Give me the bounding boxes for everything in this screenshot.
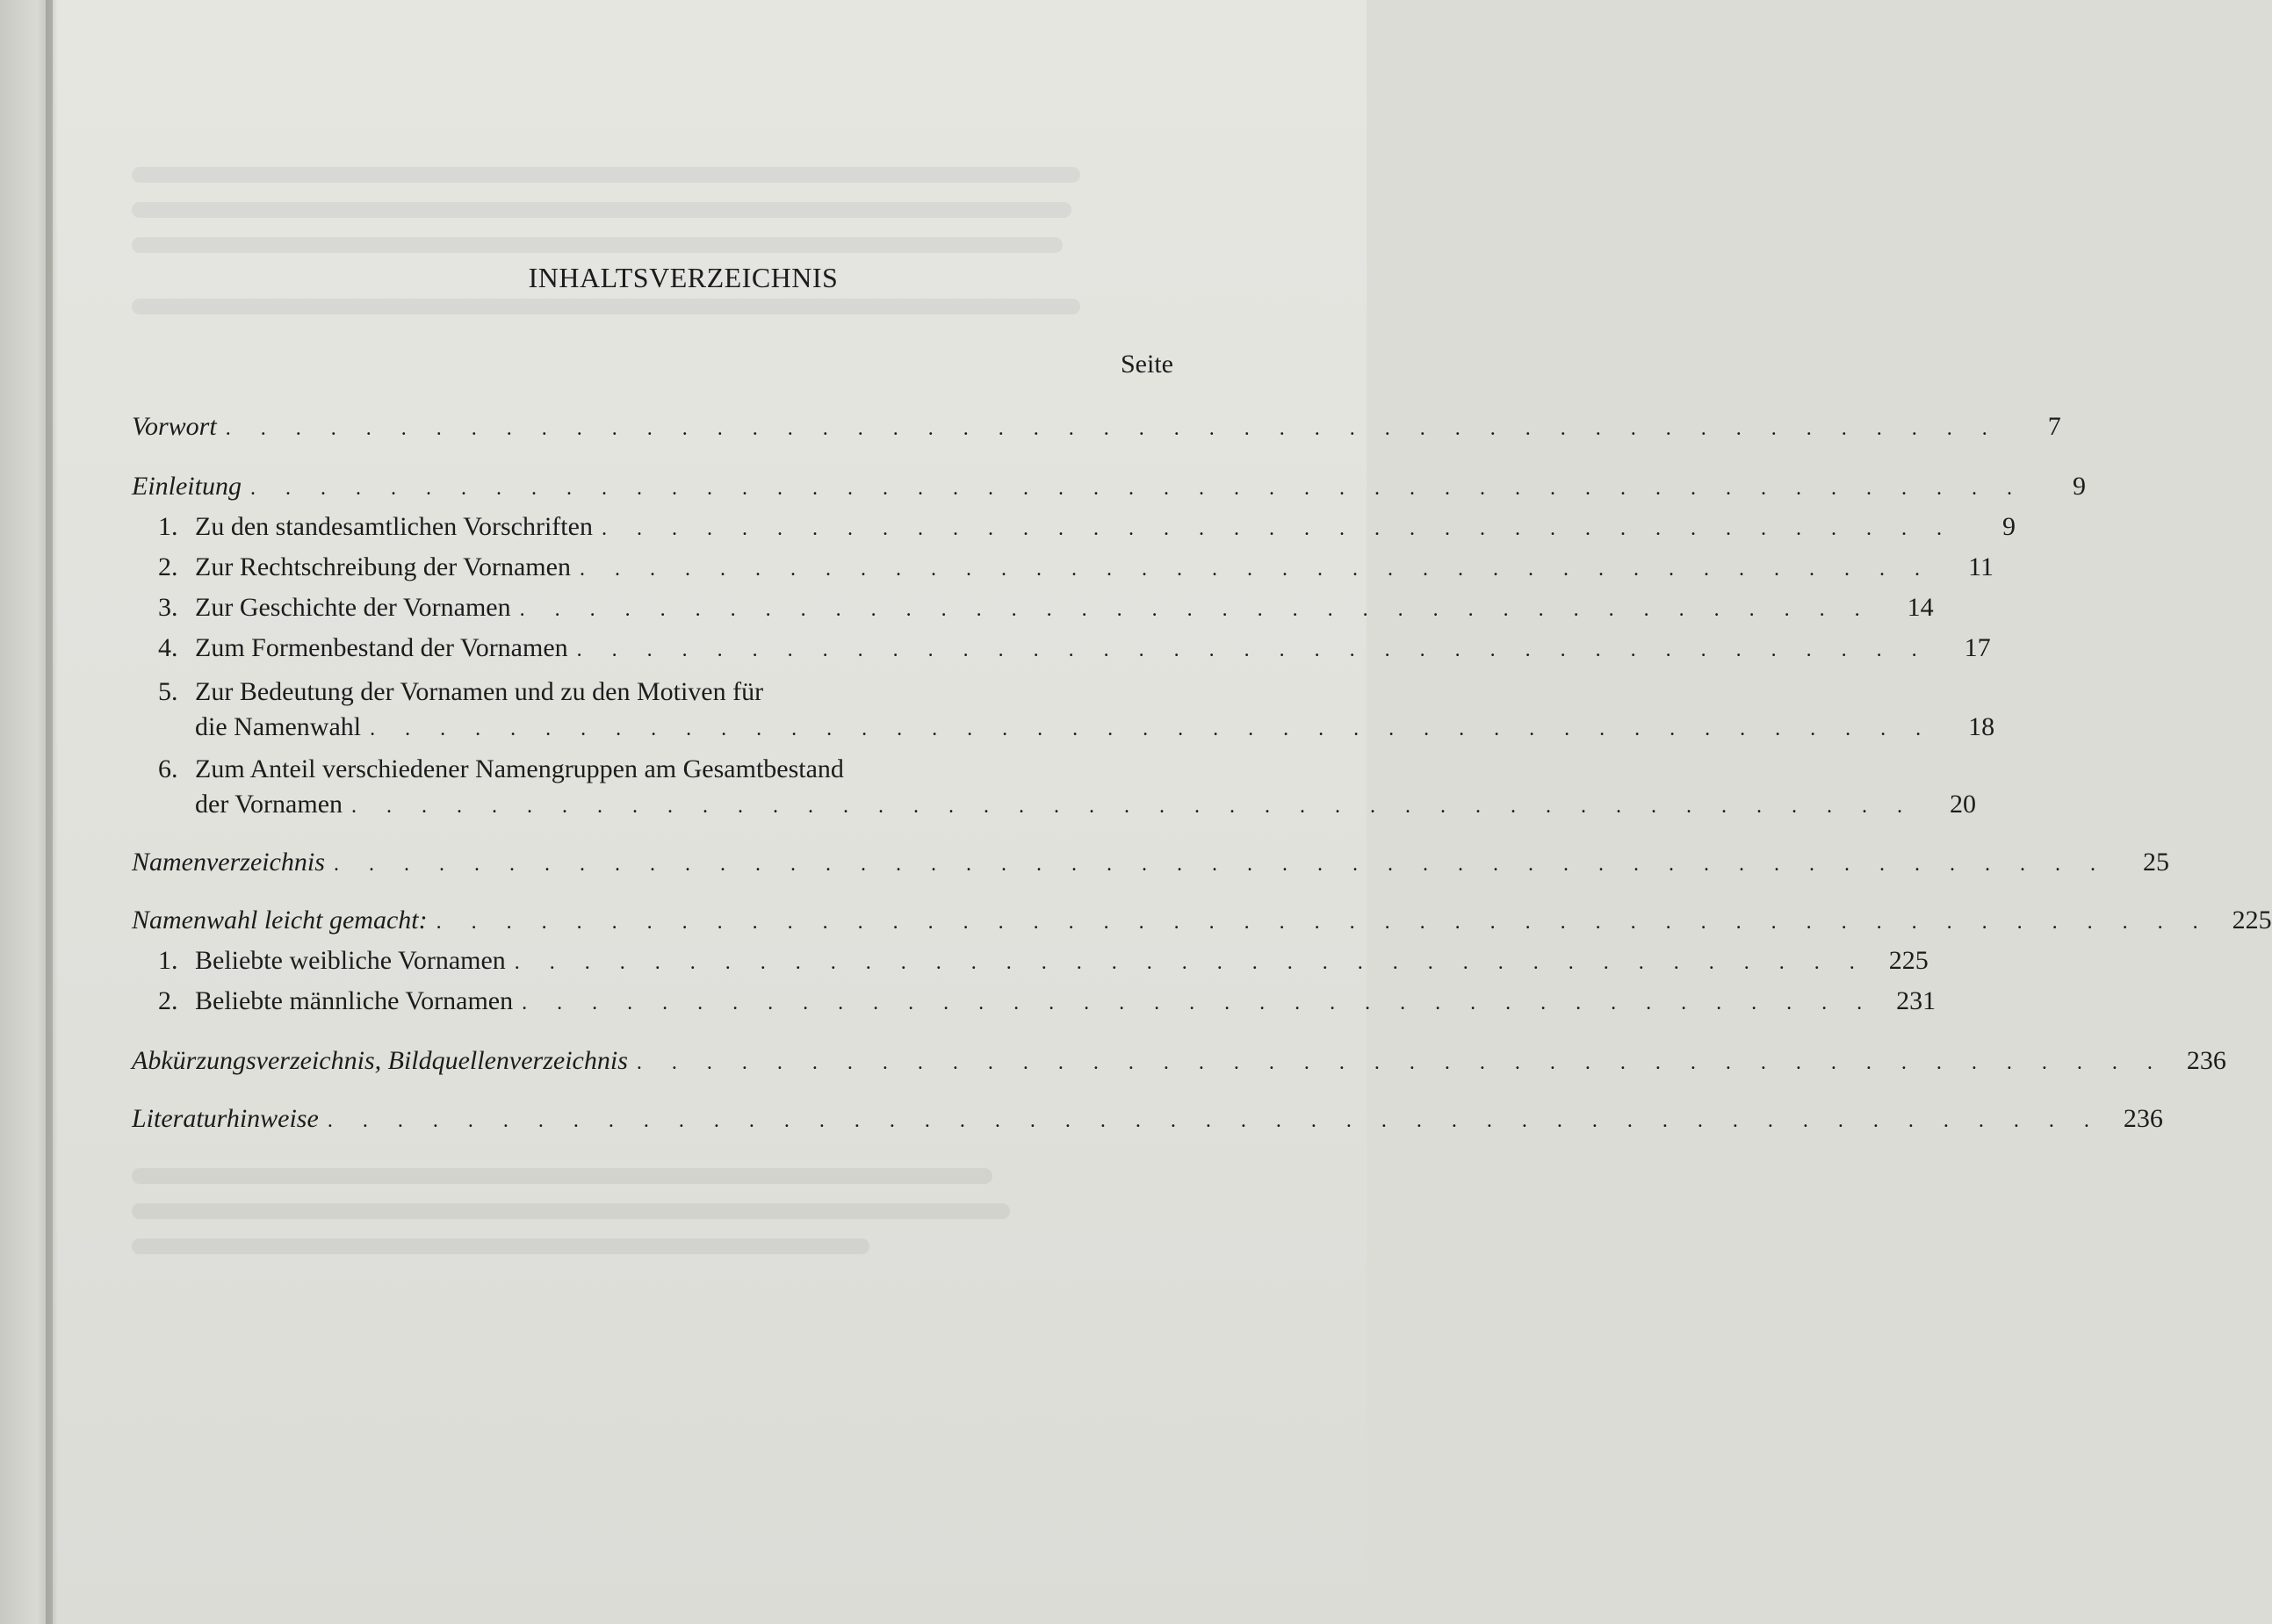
toc-entry-page: 236 <box>2186 1046 2226 1075</box>
toc-entry-label: Einleitung <box>132 472 242 501</box>
toc-subentry <box>158 590 1934 627</box>
toc-subentry <box>158 509 2016 546</box>
toc-subentry-page: 14 <box>1907 593 1934 622</box>
show-through-text <box>132 167 1080 183</box>
toc-entry-label: Vorwort <box>132 412 217 441</box>
toc-subentry-label: Zu den standesamtlichen Vorschriften <box>195 512 593 541</box>
show-through-text <box>132 1203 1010 1219</box>
toc-subentry-page: 20 <box>1950 790 1977 819</box>
toc-subentry-number: 3. <box>158 593 178 622</box>
toc-subentry <box>195 787 1977 824</box>
leader-dots: . . . . . . . . . . . . . . . . . . . . . . . . . . . . . . . . . . . . . . . <box>601 517 1954 540</box>
toc-entry-page: 225 <box>2232 906 2272 935</box>
leader-dots: . . . . . . . . . . . . . . . . . . . . . . . . . . . . . . . . . . . . . . . <box>514 951 1867 974</box>
toc-subentry <box>158 943 1929 980</box>
toc-entry-page: 25 <box>2142 848 2169 877</box>
toc-entry-label: Namenwahl leicht gemacht: <box>132 906 428 935</box>
toc-entry-vorwort <box>132 409 2061 446</box>
toc-subentry-page: 18 <box>1968 712 1995 741</box>
toc-subentry-label-line1: Zur Bedeutung der Vornamen und zu den Motiven für <box>195 677 764 706</box>
toc-subentry-number: 2. <box>158 552 178 581</box>
toc-entry-einleitung <box>132 469 2086 506</box>
toc-entry-label: Literaturhinweise <box>132 1104 319 1133</box>
leader-dots: . . . . . . . . . . . . . . . . . . . . . . . . . . . . . . . . . . . . . . . . . . . . . . . . . . . <box>333 853 2108 876</box>
toc-entry-abkuerzungsverzeichnis <box>132 1043 2226 1080</box>
toc-subentry-label: Beliebte weibliche Vornamen <box>195 946 506 975</box>
leader-dots: . . . . . . . . . . . . . . . . . . . . . . . . . . . . . . . . . . . . . . . . . . . . . . . . . . . <box>436 911 2211 934</box>
leader-dots: . . . . . . . . . . . . . . . . . . . . . . . . . . . . . . . . . . . . . . . <box>522 992 1875 1014</box>
show-through-text <box>132 1168 992 1184</box>
toc-entry-literaturhinweise <box>132 1101 2163 1138</box>
leader-dots: . . . . . . . . . . . . . . . . . . . . . . . . . . . . . . . . . . . . . . . . . . . . . . . . . . . <box>327 1109 2102 1132</box>
toc-subentry-label: Zum Formenbestand der Vornamen <box>195 633 568 662</box>
toc-subentry-number: 5. <box>158 677 178 706</box>
toc-entry-namenverzeichnis <box>132 845 2169 882</box>
toc-subentry-label-line2: der Vornamen <box>195 790 343 819</box>
toc-subentry-page: 17 <box>1964 633 1991 662</box>
leader-dots: . . . . . . . . . . . . . . . . . . . . . . . . . . . . . . . . . . . . . . . <box>576 639 1929 661</box>
toc-subentry <box>158 631 1991 668</box>
toc-title: INHALTSVERZEICHNIS <box>528 262 839 293</box>
leader-dots: . . . . . . . . . . . . . . . . . . . . . . . . . . . . . . . . . . . . . . . . . . . . . . . . . . . <box>225 417 2000 440</box>
leader-dots: . . . . . . . . . . . . . . . . . . . . . . . . . . . . . . . . . . . . . . . . . . . . . <box>370 718 1934 740</box>
show-through-text <box>132 202 1071 218</box>
toc-subentry-number: 2. <box>158 986 178 1015</box>
toc-entry-label: Namenverzeichnis <box>132 848 325 877</box>
toc-subentry-number: 1. <box>158 946 178 975</box>
toc-subentry-label: Zur Rechtschreibung der Vornamen <box>195 552 571 581</box>
toc-subentry <box>158 984 1937 1021</box>
toc-subentry-number: 4. <box>158 633 178 662</box>
facing-page-edge <box>0 0 53 1624</box>
toc-subentry-label: Zur Geschichte der Vornamen <box>195 593 511 622</box>
toc-entry-label: Abkürzungsverzeichnis, Bildquellenverzeichnis <box>132 1046 628 1075</box>
toc-subentry-page: 231 <box>1896 986 1937 1015</box>
toc-subentry-label: Beliebte männliche Vornamen <box>195 986 514 1015</box>
toc-entry-namenwahl <box>132 903 2272 940</box>
binding-shadow <box>46 0 58 1624</box>
toc-entry-page: 7 <box>2047 412 2061 441</box>
leader-dots: . . . . . . . . . . . . . . . . . . . . . . . . . . . . . . . . . . . . . . . . . . . . . <box>351 795 1915 818</box>
leader-dots: . . . . . . . . . . . . . . . . . . . . . . . . . . . . . . . . . . . . . . . <box>519 598 1872 621</box>
toc-subentry-page: 11 <box>1968 552 1994 581</box>
toc-subentry-label-line2: die Namenwahl <box>195 712 362 741</box>
leader-dots: . . . . . . . . . . . . . . . . . . . . . . . . . . . . . . . . . . . . . . . . . . . . . . . . . . . <box>249 477 2024 500</box>
toc-subentry-page: 9 <box>2002 512 2016 541</box>
toc-subentry-page: 225 <box>1888 946 1929 975</box>
toc-subentry <box>158 550 1994 587</box>
show-through-text <box>132 1238 869 1254</box>
leader-dots: . . . . . . . . . . . . . . . . . . . . . . . . . . . . . . . . . . . . . . . . . . . . <box>636 1051 2165 1074</box>
show-through-text <box>132 237 1063 253</box>
leader-dots: . . . . . . . . . . . . . . . . . . . . . . . . . . . . . . . . . . . . . . . <box>579 558 1932 581</box>
toc-entry-page: 236 <box>2123 1104 2163 1133</box>
toc-entry-page: 9 <box>2072 472 2086 501</box>
toc-subentry-number: 1. <box>158 512 178 541</box>
toc-subentry <box>195 710 1995 747</box>
page-column-header: Seite <box>1121 350 1173 379</box>
toc-subentry-label-line1: Zum Anteil verschiedener Namengruppen am Gesamtbestand <box>195 754 844 783</box>
show-through-text <box>132 299 1080 314</box>
toc-subentry-number: 6. <box>158 754 178 783</box>
